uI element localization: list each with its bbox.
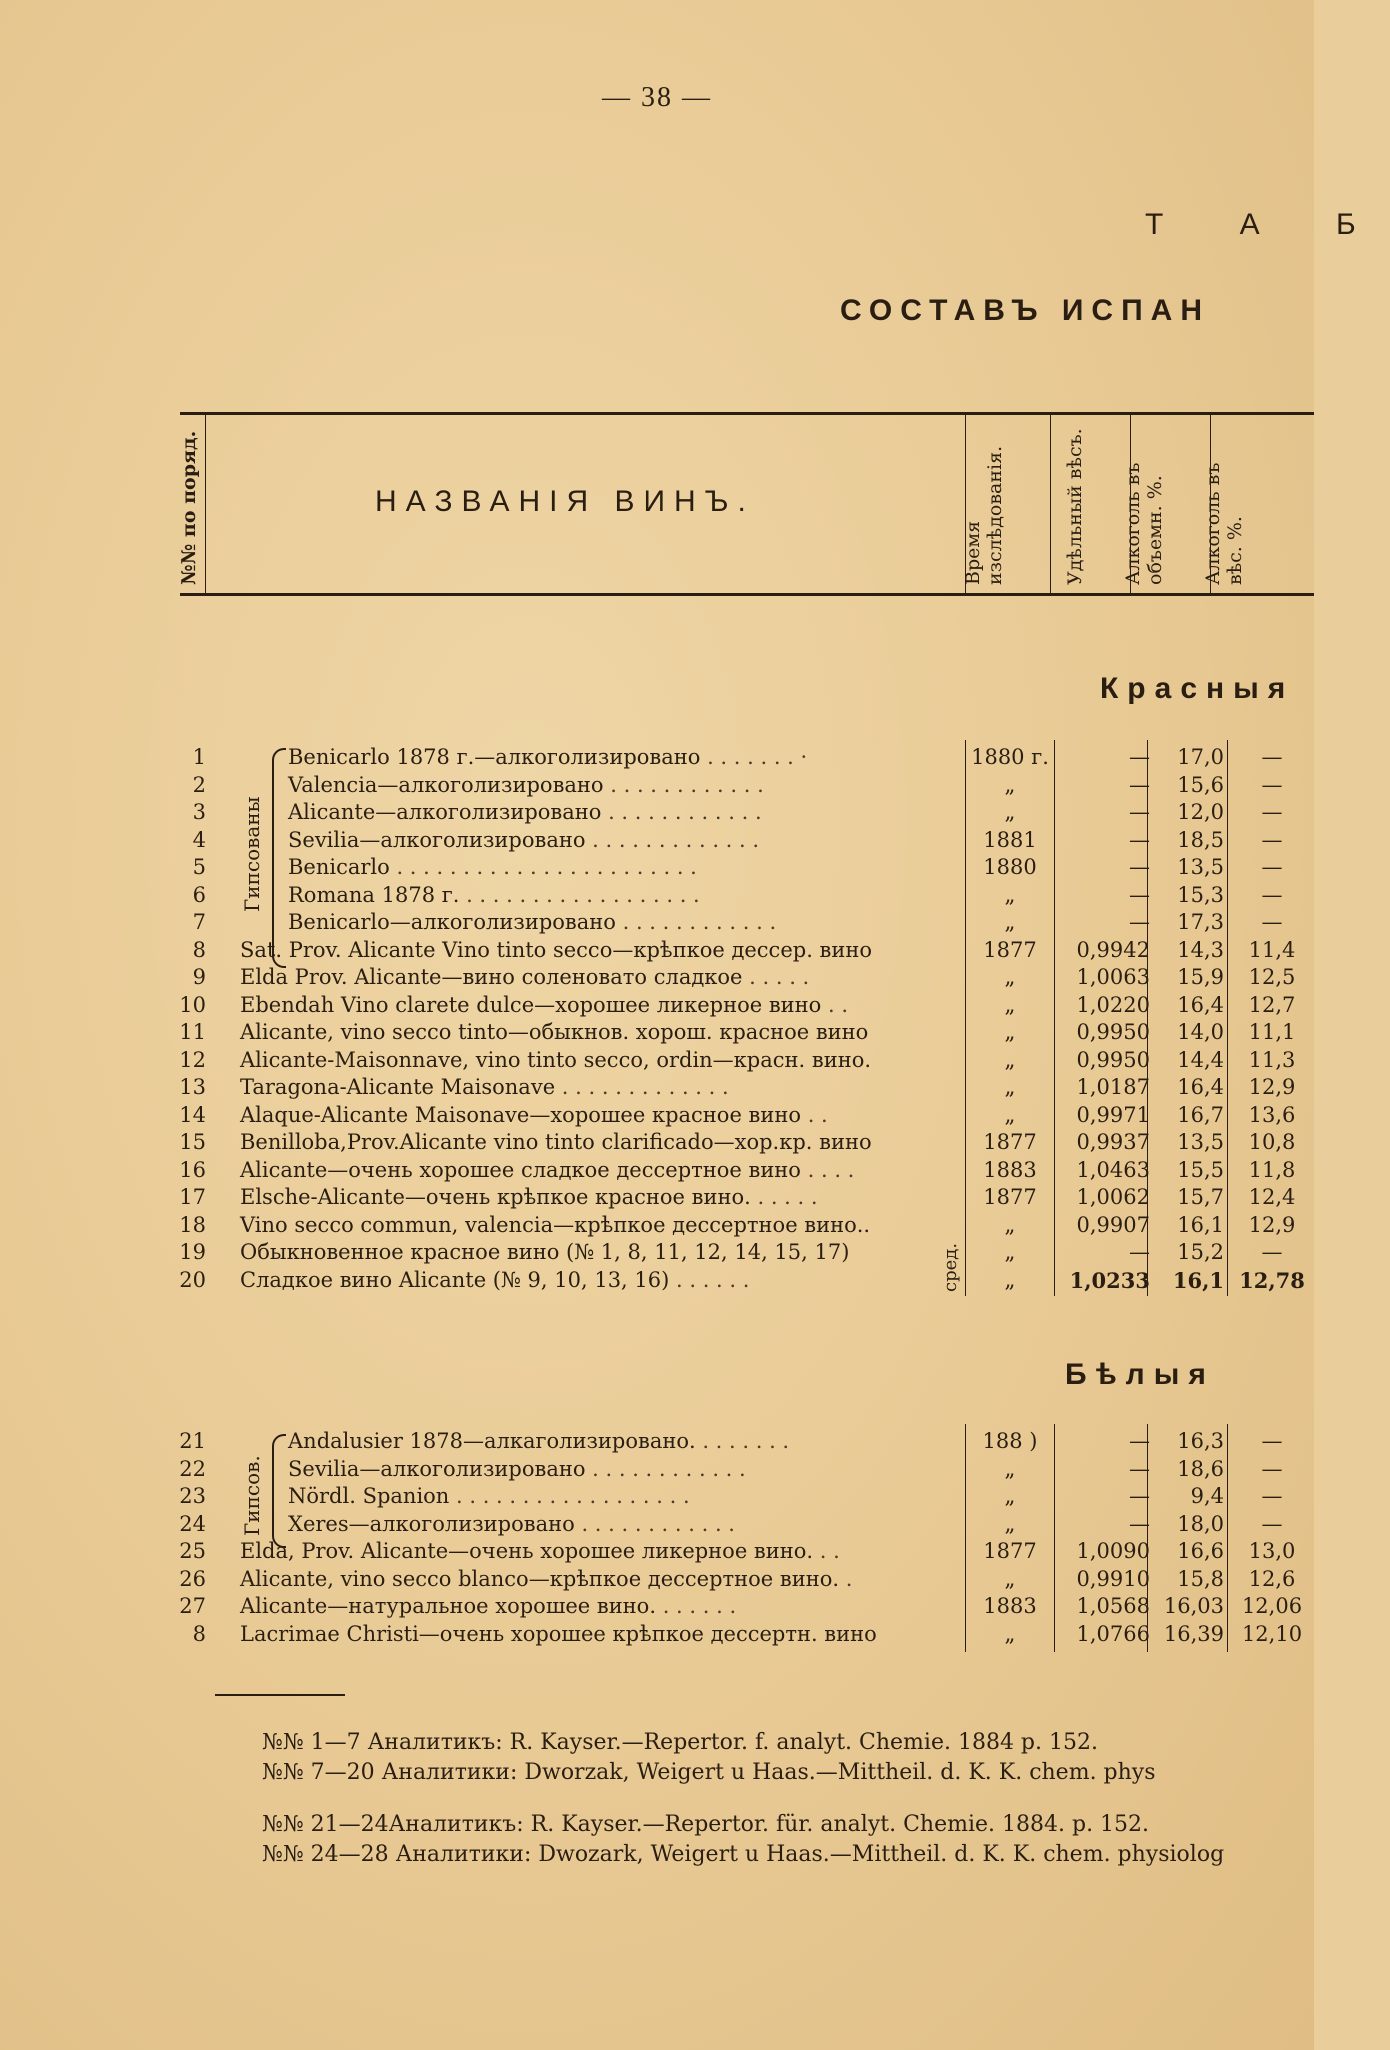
alcohol-volume-cell: 14,0: [1177, 1020, 1224, 1044]
year-cell: „: [1004, 965, 1016, 989]
header-specific-gravity: Удѣльный вѣсъ.: [1064, 428, 1086, 585]
leader-dots: . .: [821, 992, 848, 1017]
row-number: 1: [192, 745, 206, 769]
row-number: 12: [179, 1047, 206, 1072]
alcohol-weight-cell: —: [1261, 800, 1283, 824]
alcohol-volume-cell: 13,5: [1177, 1130, 1224, 1154]
alcohol-weight-cell: 12,06: [1241, 1594, 1303, 1618]
alcohol-volume-cell: 15,5: [1177, 1157, 1224, 1182]
table-row: [0, 1566, 1314, 1593]
alcohol-volume-cell: 15,7: [1177, 1185, 1224, 1209]
alcohol-volume-cell: 16,6: [1177, 1539, 1224, 1563]
specific-gravity-cell: 1,0063: [1076, 965, 1150, 989]
wine-name: [240, 1538, 956, 1565]
row-number: 17: [179, 1185, 206, 1209]
wine-name-text: Lacrimae Christi—очень хорошее крѣпкое дессертн. вино: [240, 1621, 877, 1646]
alcohol-weight-cell: 13,0: [1248, 1539, 1296, 1563]
specific-gravity-cell: —: [1129, 827, 1150, 852]
table-row: [0, 1102, 1314, 1129]
footnote-rule: [215, 1694, 345, 1696]
alcohol-volume-cell: 16,03: [1163, 1594, 1224, 1618]
year-cell: „: [1004, 1075, 1016, 1099]
row-number: 9: [192, 965, 206, 989]
wine-name-text: Benicarlo: [288, 855, 390, 879]
wine-name: [288, 1456, 956, 1483]
alcohol-weight-cell: 12,4: [1248, 1185, 1296, 1209]
alcohol-weight-cell: 11,3: [1248, 1047, 1296, 1072]
table-row: [0, 1184, 1314, 1211]
year-cell: „: [1004, 1102, 1016, 1127]
wine-name: [288, 1511, 956, 1538]
alcohol-weight-cell: 12,9: [1248, 1212, 1296, 1237]
alcohol-weight-cell: 12,5: [1248, 965, 1296, 989]
alcohol-volume-cell: 13,5: [1177, 855, 1224, 879]
row-number: 19: [179, 1240, 206, 1264]
row-number: 18: [179, 1212, 206, 1237]
wine-name-text: Vino secco commun, valencia—крѣпкое дессертное вино..: [240, 1212, 871, 1237]
header-year: Время изслѣдованія.: [962, 445, 1006, 585]
year-cell: „: [1004, 1566, 1016, 1591]
specific-gravity-cell: 0,9907: [1076, 1212, 1150, 1237]
row-number: 21: [179, 1429, 206, 1453]
wine-name: [240, 992, 956, 1019]
row-number: 2: [192, 772, 206, 797]
wine-name-text: Taragona-Alicante Maisonave: [240, 1075, 556, 1099]
year-cell: „: [1004, 1621, 1016, 1646]
row-number: 8: [192, 1621, 206, 1646]
wine-name-text: Elsche-Alicante—очень крѣпкое красное вино.: [240, 1185, 751, 1209]
specific-gravity-cell: —: [1129, 1484, 1150, 1508]
row-number: 16: [179, 1157, 206, 1182]
year-cell: 1877: [983, 937, 1037, 962]
wine-name-text: Romana 1878 г.: [288, 882, 460, 907]
header-alcohol-volume: Алкоголь въ объемн. %.: [1122, 462, 1166, 585]
row-number: 26: [179, 1566, 206, 1591]
wine-name-text: Sat. Prov. Alicante Vino tinto secco—крѣпкое дессер. вино: [240, 937, 872, 962]
row-number: 7: [192, 910, 206, 934]
alcohol-weight-cell: —: [1261, 1511, 1283, 1536]
year-cell: „: [1004, 882, 1016, 907]
year-cell: 188 ): [982, 1429, 1038, 1453]
year-cell: „: [1004, 992, 1016, 1017]
year-cell: 1877: [983, 1539, 1037, 1563]
year-cell: 1880: [983, 855, 1037, 879]
table-row: [0, 1621, 1314, 1648]
wine-name-text: Valencia—алкоголизировано: [288, 772, 604, 797]
table-row: [0, 1047, 1314, 1074]
wine-name: [240, 1047, 956, 1074]
page-number: — 38 —: [602, 82, 712, 113]
specific-gravity-cell: 1,0233: [1069, 1267, 1150, 1293]
row-number: 13: [179, 1075, 206, 1099]
table-row: [0, 964, 1314, 991]
wine-name-text: Alaque-Alicante Maisonave—хорошее красное вино: [240, 1102, 802, 1127]
alcohol-volume-cell: 16,7: [1177, 1102, 1224, 1127]
alcohol-weight-cell: —: [1261, 745, 1283, 769]
alcohol-weight-cell: —: [1261, 855, 1283, 879]
wine-name-text: Sevilia—алкоголизировано: [288, 1456, 586, 1481]
year-cell: 1883: [983, 1594, 1037, 1618]
wine-name: [240, 1019, 956, 1046]
specific-gravity-cell: 1,0090: [1076, 1539, 1150, 1563]
wine-name-text: Elda, Prov. Alicante—очень хорошее ликерное вино.: [240, 1539, 814, 1563]
alcohol-volume-cell: 18,5: [1177, 827, 1224, 852]
wine-name-text: Nördl. Spanion: [288, 1484, 450, 1508]
leader-dots: . .: [801, 1102, 828, 1127]
alcohol-weight-cell: 12,6: [1248, 1566, 1296, 1591]
alcohol-volume-cell: 16,3: [1177, 1429, 1224, 1453]
wine-name-text: Сладкое вино Alicante (№ 9, 10, 13, 16): [240, 1267, 670, 1292]
specific-gravity-cell: 1,0463: [1076, 1157, 1150, 1182]
leader-dots: . . . . . . . . . . . .: [601, 800, 762, 824]
year-cell: „: [1004, 1240, 1016, 1264]
year-cell: „: [1004, 1020, 1016, 1044]
table-row: [0, 799, 1314, 826]
wine-name-text: Обыкновенное красное вино (№ 1, 8, 11, 12, 14, 15, 17): [240, 1240, 850, 1264]
table-row: [0, 1157, 1314, 1184]
footnote-1: №№ 1—7 Аналитикъ: R. Kayser.—Repertor. f. analyt. Chemie. 1884 p. 152.: [262, 1730, 1098, 1755]
table-row: [0, 909, 1314, 936]
alcohol-weight-cell: 12,9: [1248, 1075, 1296, 1099]
wine-name-text: Sevilia—алкоголизировано: [288, 827, 586, 852]
leader-dots: . . . .: [800, 1157, 855, 1182]
alcohol-volume-cell: 14,4: [1177, 1047, 1224, 1072]
specific-gravity-cell: —: [1129, 1511, 1150, 1536]
row-number: 25: [179, 1539, 206, 1563]
alcohol-weight-cell: —: [1261, 1240, 1283, 1264]
specific-gravity-cell: 0,9950: [1076, 1047, 1150, 1072]
wine-name: [240, 1267, 956, 1294]
alcohol-weight-cell: 11,8: [1248, 1157, 1296, 1182]
specific-gravity-cell: —: [1129, 1240, 1150, 1264]
avg-label: сред.: [940, 1242, 961, 1292]
alcohol-weight-cell: 13,6: [1248, 1102, 1296, 1127]
specific-gravity-cell: —: [1129, 855, 1150, 879]
alcohol-weight-cell: 12,78: [1239, 1267, 1305, 1293]
row-number: 11: [179, 1020, 206, 1044]
alcohol-volume-cell: 15,8: [1177, 1566, 1224, 1591]
table-row: [0, 1212, 1314, 1239]
table-heading: Т А Б: [1145, 208, 1390, 241]
year-cell: „: [1004, 1047, 1016, 1072]
row-number: 10: [179, 992, 206, 1017]
row-number: 27: [179, 1594, 206, 1618]
alcohol-volume-cell: 12,0: [1177, 800, 1224, 824]
year-cell: „: [1004, 1267, 1016, 1292]
table-row: [0, 1074, 1314, 1101]
header-num: №№ по поряд.: [178, 430, 200, 585]
alcohol-volume-cell: 17,3: [1177, 910, 1224, 934]
alcohol-volume-cell: 16,4: [1177, 992, 1224, 1017]
specific-gravity-cell: 1,0062: [1076, 1185, 1150, 1209]
alcohol-weight-cell: 10,8: [1248, 1130, 1296, 1154]
year-cell: „: [1004, 800, 1016, 824]
header-alcohol-weight: Алкоголь въ вѣс. %.: [1202, 462, 1246, 585]
leader-dots: . .: [813, 1539, 840, 1563]
specific-gravity-cell: —: [1129, 800, 1150, 824]
table-row: [0, 937, 1314, 964]
wine-name: [288, 744, 956, 771]
table-row: [0, 1511, 1314, 1538]
wine-name-text: Ebendah Vino clarete dulce—хорошее ликерное вино: [240, 992, 822, 1017]
leader-dots: . . . . .: [750, 1185, 818, 1209]
alcohol-weight-cell: —: [1261, 827, 1283, 852]
year-cell: „: [1004, 1456, 1016, 1481]
table-header: [180, 412, 1314, 596]
year-cell: „: [1004, 1484, 1016, 1508]
leader-dots: .: [839, 1566, 853, 1591]
footnote-2: №№ 7—20 Аналитики: Dworzak, Weigert u Haas.—Mittheil. d. K. K. chem. phys: [262, 1760, 1156, 1785]
table-title: СОСТАВЪ ИСПАН: [840, 294, 1210, 327]
alcohol-weight-cell: 12,10: [1241, 1621, 1303, 1646]
wine-name: [240, 1212, 956, 1239]
alcohol-volume-cell: 15,3: [1177, 882, 1224, 907]
wine-name: [240, 1593, 956, 1620]
year-cell: „: [1004, 1212, 1016, 1237]
table-row: [0, 772, 1314, 799]
wine-name: [240, 1566, 956, 1593]
wine-name: [288, 854, 956, 881]
wine-name: [240, 1184, 956, 1211]
leader-dots: . . . . . . . ·: [700, 745, 808, 769]
specific-gravity-cell: 1,0568: [1076, 1594, 1150, 1618]
row-number: 24: [179, 1511, 206, 1536]
wine-name: [240, 1239, 956, 1266]
alcohol-volume-cell: 15,6: [1177, 772, 1224, 797]
alcohol-weight-cell: 11,4: [1248, 937, 1296, 962]
leader-dots: . . . . . .: [669, 1267, 750, 1292]
alcohol-weight-cell: —: [1261, 882, 1283, 907]
alcohol-volume-cell: 16,1: [1172, 1267, 1224, 1293]
table-row: [0, 992, 1314, 1019]
specific-gravity-cell: —: [1129, 1456, 1150, 1481]
wine-name-text: Alicante—натуральное хорошее вино.: [240, 1594, 657, 1618]
table-row: [0, 882, 1314, 909]
wine-name-text: Benicarlo 1878 г.—алкоголизировано: [288, 745, 701, 769]
wine-name-text: Xeres—алкоголизировано: [288, 1511, 575, 1536]
leader-dots: . . . . .: [742, 965, 810, 989]
wine-name: [288, 909, 956, 936]
alcohol-weight-cell: —: [1261, 772, 1283, 797]
alcohol-volume-cell: 18,6: [1177, 1456, 1224, 1481]
wine-name-text: Alicante, vino secco tinto—обыкнов. хорош. красное вино: [240, 1020, 869, 1044]
group-label-white: Гипсов.: [240, 1455, 264, 1536]
wine-name: [288, 799, 956, 826]
specific-gravity-cell: 0,9971: [1076, 1102, 1150, 1127]
alcohol-weight-cell: —: [1261, 1456, 1283, 1481]
row-number: 22: [179, 1456, 206, 1481]
row-number: 5: [192, 855, 206, 879]
footnote-4: №№ 24—28 Аналитики: Dwozark, Weigert u Haas.—Mittheil. d. K. K. chem. physiolog: [262, 1842, 1225, 1867]
leader-dots: . . . . . . . . . . . .: [603, 772, 764, 797]
header-name: НАЗВАНІЯ ВИНЪ.: [375, 485, 755, 518]
wine-name: [288, 1483, 956, 1510]
row-number: 4: [192, 827, 206, 852]
section-white-wines: Бѣлыя: [1065, 1358, 1215, 1391]
alcohol-volume-cell: 16,39: [1163, 1621, 1224, 1646]
specific-gravity-cell: 0,9937: [1076, 1130, 1150, 1154]
table-row: [0, 1456, 1314, 1483]
wine-name-text: Andalusier 1878—алкаголизировано.: [288, 1429, 696, 1453]
specific-gravity-cell: —: [1129, 772, 1150, 797]
wine-name: [240, 1102, 956, 1129]
alcohol-volume-cell: 9,4: [1190, 1484, 1224, 1508]
table-row: [0, 1239, 1314, 1266]
specific-gravity-cell: 1,0187: [1076, 1075, 1150, 1099]
alcohol-volume-cell: 17,0: [1177, 745, 1224, 769]
wine-name: [240, 1621, 956, 1648]
wine-name-text: Elda Prov. Alicante—вино соленовато сладкое: [240, 965, 743, 989]
table-row: [0, 1593, 1314, 1620]
year-cell: „: [1004, 1511, 1016, 1536]
year-cell: 1880 г.: [971, 745, 1049, 769]
wine-name-text: Alicante, vino secco blanco—крѣпкое дессертное вино.: [240, 1566, 840, 1591]
table-row: [0, 744, 1314, 771]
wine-name: [240, 937, 956, 964]
leader-dots: . . . . . . . . . . . . . . . . . .: [449, 1484, 690, 1508]
year-cell: 1881: [983, 827, 1037, 852]
leader-dots: . . . . . . . . . . . .: [585, 1456, 746, 1481]
alcohol-volume-cell: 14,3: [1177, 937, 1224, 962]
alcohol-weight-cell: —: [1261, 910, 1283, 934]
row-number: 8: [192, 937, 206, 962]
alcohol-weight-cell: 11,1: [1248, 1020, 1296, 1044]
table-row: [0, 1538, 1314, 1565]
alcohol-weight-cell: —: [1261, 1429, 1283, 1453]
row-number: 14: [179, 1102, 206, 1127]
wine-name: [240, 1157, 956, 1184]
specific-gravity-cell: 1,0220: [1076, 992, 1150, 1017]
specific-gravity-cell: —: [1129, 882, 1150, 907]
table-row: [0, 1428, 1314, 1455]
table-row: [0, 1129, 1314, 1156]
wine-name-text: Alicante—очень хорошее сладкое дессертное вино: [240, 1157, 801, 1182]
group-label-red: Гипсованы: [240, 796, 264, 912]
leader-dots: . . . . . . . . . . . . .: [585, 827, 760, 852]
wine-name-text: Benilloba,Prov.Alicante vino tinto clarificado—хор.кр. вино: [240, 1130, 872, 1154]
wine-name: [288, 882, 956, 909]
year-cell: 1883: [983, 1157, 1037, 1182]
table-row: [0, 1267, 1314, 1294]
alcohol-weight-cell: —: [1261, 1484, 1283, 1508]
wine-name-text: Benicarlo—алкоголизировано: [288, 910, 616, 934]
leader-dots: . . . . . . . . . . . . . . . . . . . . . . .: [389, 855, 697, 879]
wine-name: [288, 1428, 956, 1455]
specific-gravity-cell: 0,9942: [1076, 937, 1150, 962]
wine-name: [288, 827, 956, 854]
alcohol-volume-cell: 16,1: [1177, 1212, 1224, 1237]
leader-dots: . . . . . . . . . . . .: [574, 1511, 735, 1536]
leader-dots: . . . . . . . . . . . . .: [555, 1075, 729, 1099]
specific-gravity-cell: 1,0766: [1076, 1621, 1150, 1646]
wine-name: [240, 1129, 956, 1156]
row-number: 15: [179, 1130, 206, 1154]
specific-gravity-cell: —: [1129, 1429, 1150, 1453]
table-row: [0, 1019, 1314, 1046]
year-cell: „: [1004, 910, 1016, 934]
specific-gravity-cell: —: [1129, 745, 1150, 769]
section-red-wines: Красныя: [1100, 672, 1295, 705]
table-row: [0, 1483, 1314, 1510]
specific-gravity-cell: 0,9910: [1076, 1566, 1150, 1591]
leader-dots: . . . . . . .: [695, 1429, 790, 1453]
row-number: 23: [179, 1484, 206, 1508]
leader-dots: . . . . . .: [656, 1594, 737, 1618]
alcohol-volume-cell: 16,4: [1177, 1075, 1224, 1099]
year-cell: 1877: [983, 1185, 1037, 1209]
footnote-3: №№ 21—24Аналитикъ: R. Kayser.—Repertor. für. analyt. Chemie. 1884. p. 152.: [262, 1812, 1150, 1837]
wine-name: [288, 772, 956, 799]
alcohol-weight-cell: 12,7: [1248, 992, 1296, 1017]
row-number: 20: [179, 1267, 206, 1292]
leader-dots: . . . . . . . . . . . . . . . . . .: [459, 882, 700, 907]
wine-name: [240, 1074, 956, 1101]
alcohol-volume-cell: 15,9: [1177, 965, 1224, 989]
alcohol-volume-cell: 18,0: [1177, 1511, 1224, 1536]
specific-gravity-cell: 0,9950: [1076, 1020, 1150, 1044]
table-row: [0, 854, 1314, 881]
year-cell: 1877: [983, 1130, 1037, 1154]
year-cell: „: [1004, 772, 1016, 797]
wine-name-text: Alicante—алкоголизировано: [288, 800, 602, 824]
leader-dots: . . . . . . . . . . . .: [615, 910, 777, 934]
wine-name-text: Alicante-Maisonnave, vino tinto secco, ordin—красн. вино.: [240, 1047, 872, 1072]
wine-name: [240, 964, 956, 991]
table-row: [0, 827, 1314, 854]
row-number: 6: [192, 882, 206, 907]
row-number: 3: [192, 800, 206, 824]
alcohol-volume-cell: 15,2: [1177, 1240, 1224, 1264]
specific-gravity-cell: —: [1129, 910, 1150, 934]
